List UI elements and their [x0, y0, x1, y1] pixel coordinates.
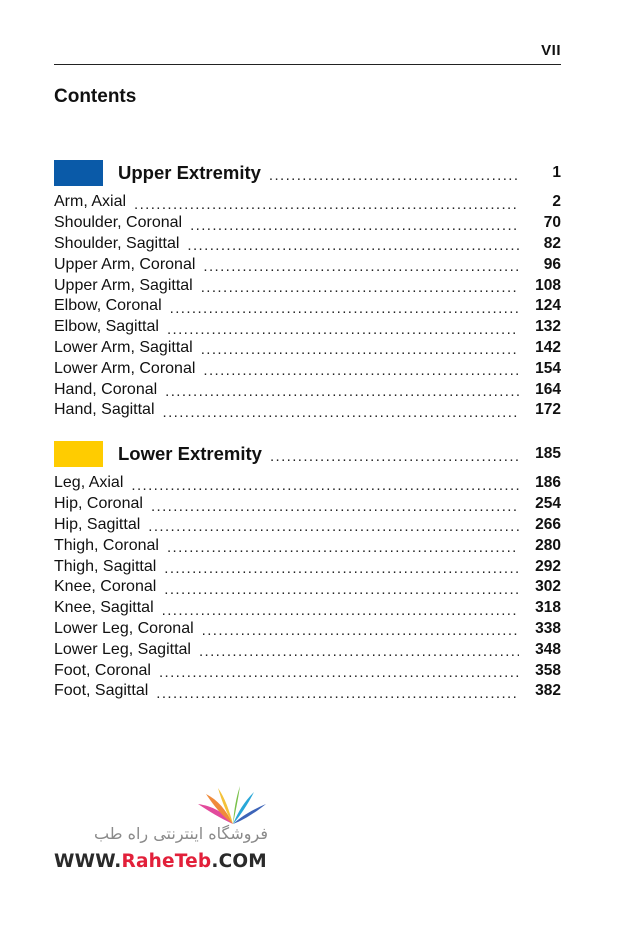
section-page-number: 1	[552, 164, 561, 181]
toc-entry-label: Elbow, Coronal	[54, 297, 162, 315]
dot-leader	[148, 518, 519, 535]
toc-entry-label: Foot, Coronal	[54, 661, 151, 679]
toc-entry[interactable]	[54, 598, 561, 619]
dot-leader	[131, 477, 519, 494]
toc-entry-label: Leg, Axial	[54, 474, 124, 492]
toc-entry-list	[54, 473, 561, 702]
toc-entry-label: Lower Leg, Sagittal	[54, 640, 191, 658]
toc-entry-label: Hip, Sagittal	[54, 515, 141, 533]
page-number: VII	[541, 42, 561, 59]
toc-entry[interactable]	[54, 619, 561, 640]
toc-entry-page-number: 172	[535, 401, 561, 419]
toc-entry[interactable]	[54, 639, 561, 660]
toc-entry-page-number: 338	[535, 619, 561, 637]
toc-entry-label: Lower Leg, Coronal	[54, 619, 194, 637]
header-rule	[54, 64, 561, 65]
dot-leader	[162, 602, 519, 619]
dot-leader	[165, 383, 519, 400]
toc-entry-label: Hip, Coronal	[54, 495, 143, 513]
toc-entry-label: Hand, Coronal	[54, 380, 158, 398]
dot-leader	[163, 404, 519, 421]
toc-entry-page-number: 142	[535, 338, 561, 356]
section-heading[interactable]	[54, 160, 561, 186]
toc-entry[interactable]	[54, 338, 561, 359]
toc-entry-page-number: 348	[535, 640, 561, 658]
section-title: Lower Extremity	[118, 443, 262, 464]
section-color-swatch	[54, 160, 103, 186]
dot-leader	[164, 581, 519, 598]
open-book-fan-icon	[194, 784, 272, 826]
toc-entry-page-number: 186	[535, 474, 561, 492]
toc-entry-label: Elbow, Sagittal	[54, 318, 159, 336]
toc-entry[interactable]	[54, 296, 561, 317]
dot-leader	[269, 167, 519, 184]
dot-leader	[167, 539, 519, 556]
url-prefix: WWW.	[54, 851, 122, 872]
toc-entry-label: Knee, Sagittal	[54, 599, 154, 617]
toc-entry-page-number: 382	[535, 682, 561, 700]
dot-leader	[187, 237, 519, 254]
dot-leader	[151, 498, 519, 515]
section-title: Upper Extremity	[118, 162, 261, 183]
dot-leader	[167, 321, 519, 338]
toc-entry-label: Lower Arm, Sagittal	[54, 338, 193, 356]
toc-entry-page-number: 292	[535, 557, 561, 575]
toc-entry-page-number: 70	[543, 214, 561, 232]
toc-entry[interactable]	[54, 379, 561, 400]
toc-entry-label: Thigh, Coronal	[54, 536, 159, 554]
toc-entry-label: Hand, Sagittal	[54, 401, 155, 419]
toc-entry-label: Upper Arm, Sagittal	[54, 276, 193, 294]
dot-leader	[164, 560, 519, 577]
toc-entry-page-number: 96	[543, 255, 561, 273]
toc-entry-page-number: 164	[535, 380, 561, 398]
toc-entry[interactable]	[54, 254, 561, 275]
toc-entry[interactable]	[54, 317, 561, 338]
toc-entry-page-number: 280	[535, 536, 561, 554]
toc-entry-page-number: 124	[535, 297, 561, 315]
dot-leader	[203, 258, 519, 275]
dot-leader	[134, 196, 519, 213]
toc-entry[interactable]	[54, 473, 561, 494]
watermark-url	[54, 851, 267, 872]
toc-entry[interactable]	[54, 556, 561, 577]
dot-leader	[159, 664, 519, 681]
toc-entry[interactable]	[54, 275, 561, 296]
toc-entry-page-number: 254	[535, 495, 561, 513]
toc-entry-label: Foot, Sagittal	[54, 682, 149, 700]
toc-entry-label: Shoulder, Sagittal	[54, 234, 180, 252]
toc-entry[interactable]	[54, 358, 561, 379]
dot-leader	[199, 643, 519, 660]
toc-entry-page-number: 302	[535, 578, 561, 596]
dot-leader	[201, 279, 519, 296]
dot-leader	[190, 217, 519, 234]
toc-entry[interactable]	[54, 535, 561, 556]
toc-entry[interactable]	[54, 213, 561, 234]
toc-entry[interactable]	[54, 577, 561, 598]
toc-entry[interactable]	[54, 515, 561, 536]
section-page-number: 185	[535, 445, 561, 462]
toc-entry[interactable]	[54, 660, 561, 681]
toc-entry-page-number: 266	[535, 515, 561, 533]
toc-entry-list	[54, 192, 561, 421]
dot-leader	[201, 341, 519, 358]
toc-entry[interactable]	[54, 234, 561, 255]
toc-section-upper-extremity	[54, 160, 561, 421]
dot-leader	[202, 622, 519, 639]
toc-entry-page-number: 108	[535, 276, 561, 294]
url-name: RaheTeb	[121, 851, 212, 872]
toc-entry-label: Knee, Coronal	[54, 578, 157, 596]
toc-entry-page-number: 2	[552, 193, 561, 211]
dot-leader	[156, 685, 519, 702]
page-title: Contents	[54, 86, 137, 107]
toc-entry-label: Lower Arm, Coronal	[54, 359, 196, 377]
toc-entry[interactable]	[54, 400, 561, 421]
toc-entry-page-number: 358	[535, 661, 561, 679]
watermark-persian-text: فروشگاه اینترنتی راه طب	[94, 824, 268, 843]
toc-entry[interactable]	[54, 681, 561, 702]
toc-entry-page-number: 154	[535, 359, 561, 377]
url-suffix: .COM	[211, 851, 267, 872]
section-heading[interactable]	[54, 441, 561, 467]
toc-entry-label: Upper Arm, Coronal	[54, 255, 196, 273]
toc-entry-page-number: 318	[535, 599, 561, 617]
dot-leader	[203, 362, 519, 379]
toc-entry-label: Arm, Axial	[54, 193, 127, 211]
toc-entry[interactable]	[54, 192, 561, 213]
toc-entry-page-number: 82	[543, 234, 561, 252]
dot-leader	[170, 300, 519, 317]
toc-entry-label: Shoulder, Coronal	[54, 214, 183, 232]
watermark-logo	[54, 784, 268, 884]
section-color-swatch	[54, 441, 103, 467]
toc-entry-label: Thigh, Sagittal	[54, 557, 157, 575]
toc-entry-page-number: 132	[535, 318, 561, 336]
toc-section-lower-extremity	[54, 441, 561, 702]
dot-leader	[270, 448, 519, 465]
toc-entry[interactable]	[54, 494, 561, 515]
